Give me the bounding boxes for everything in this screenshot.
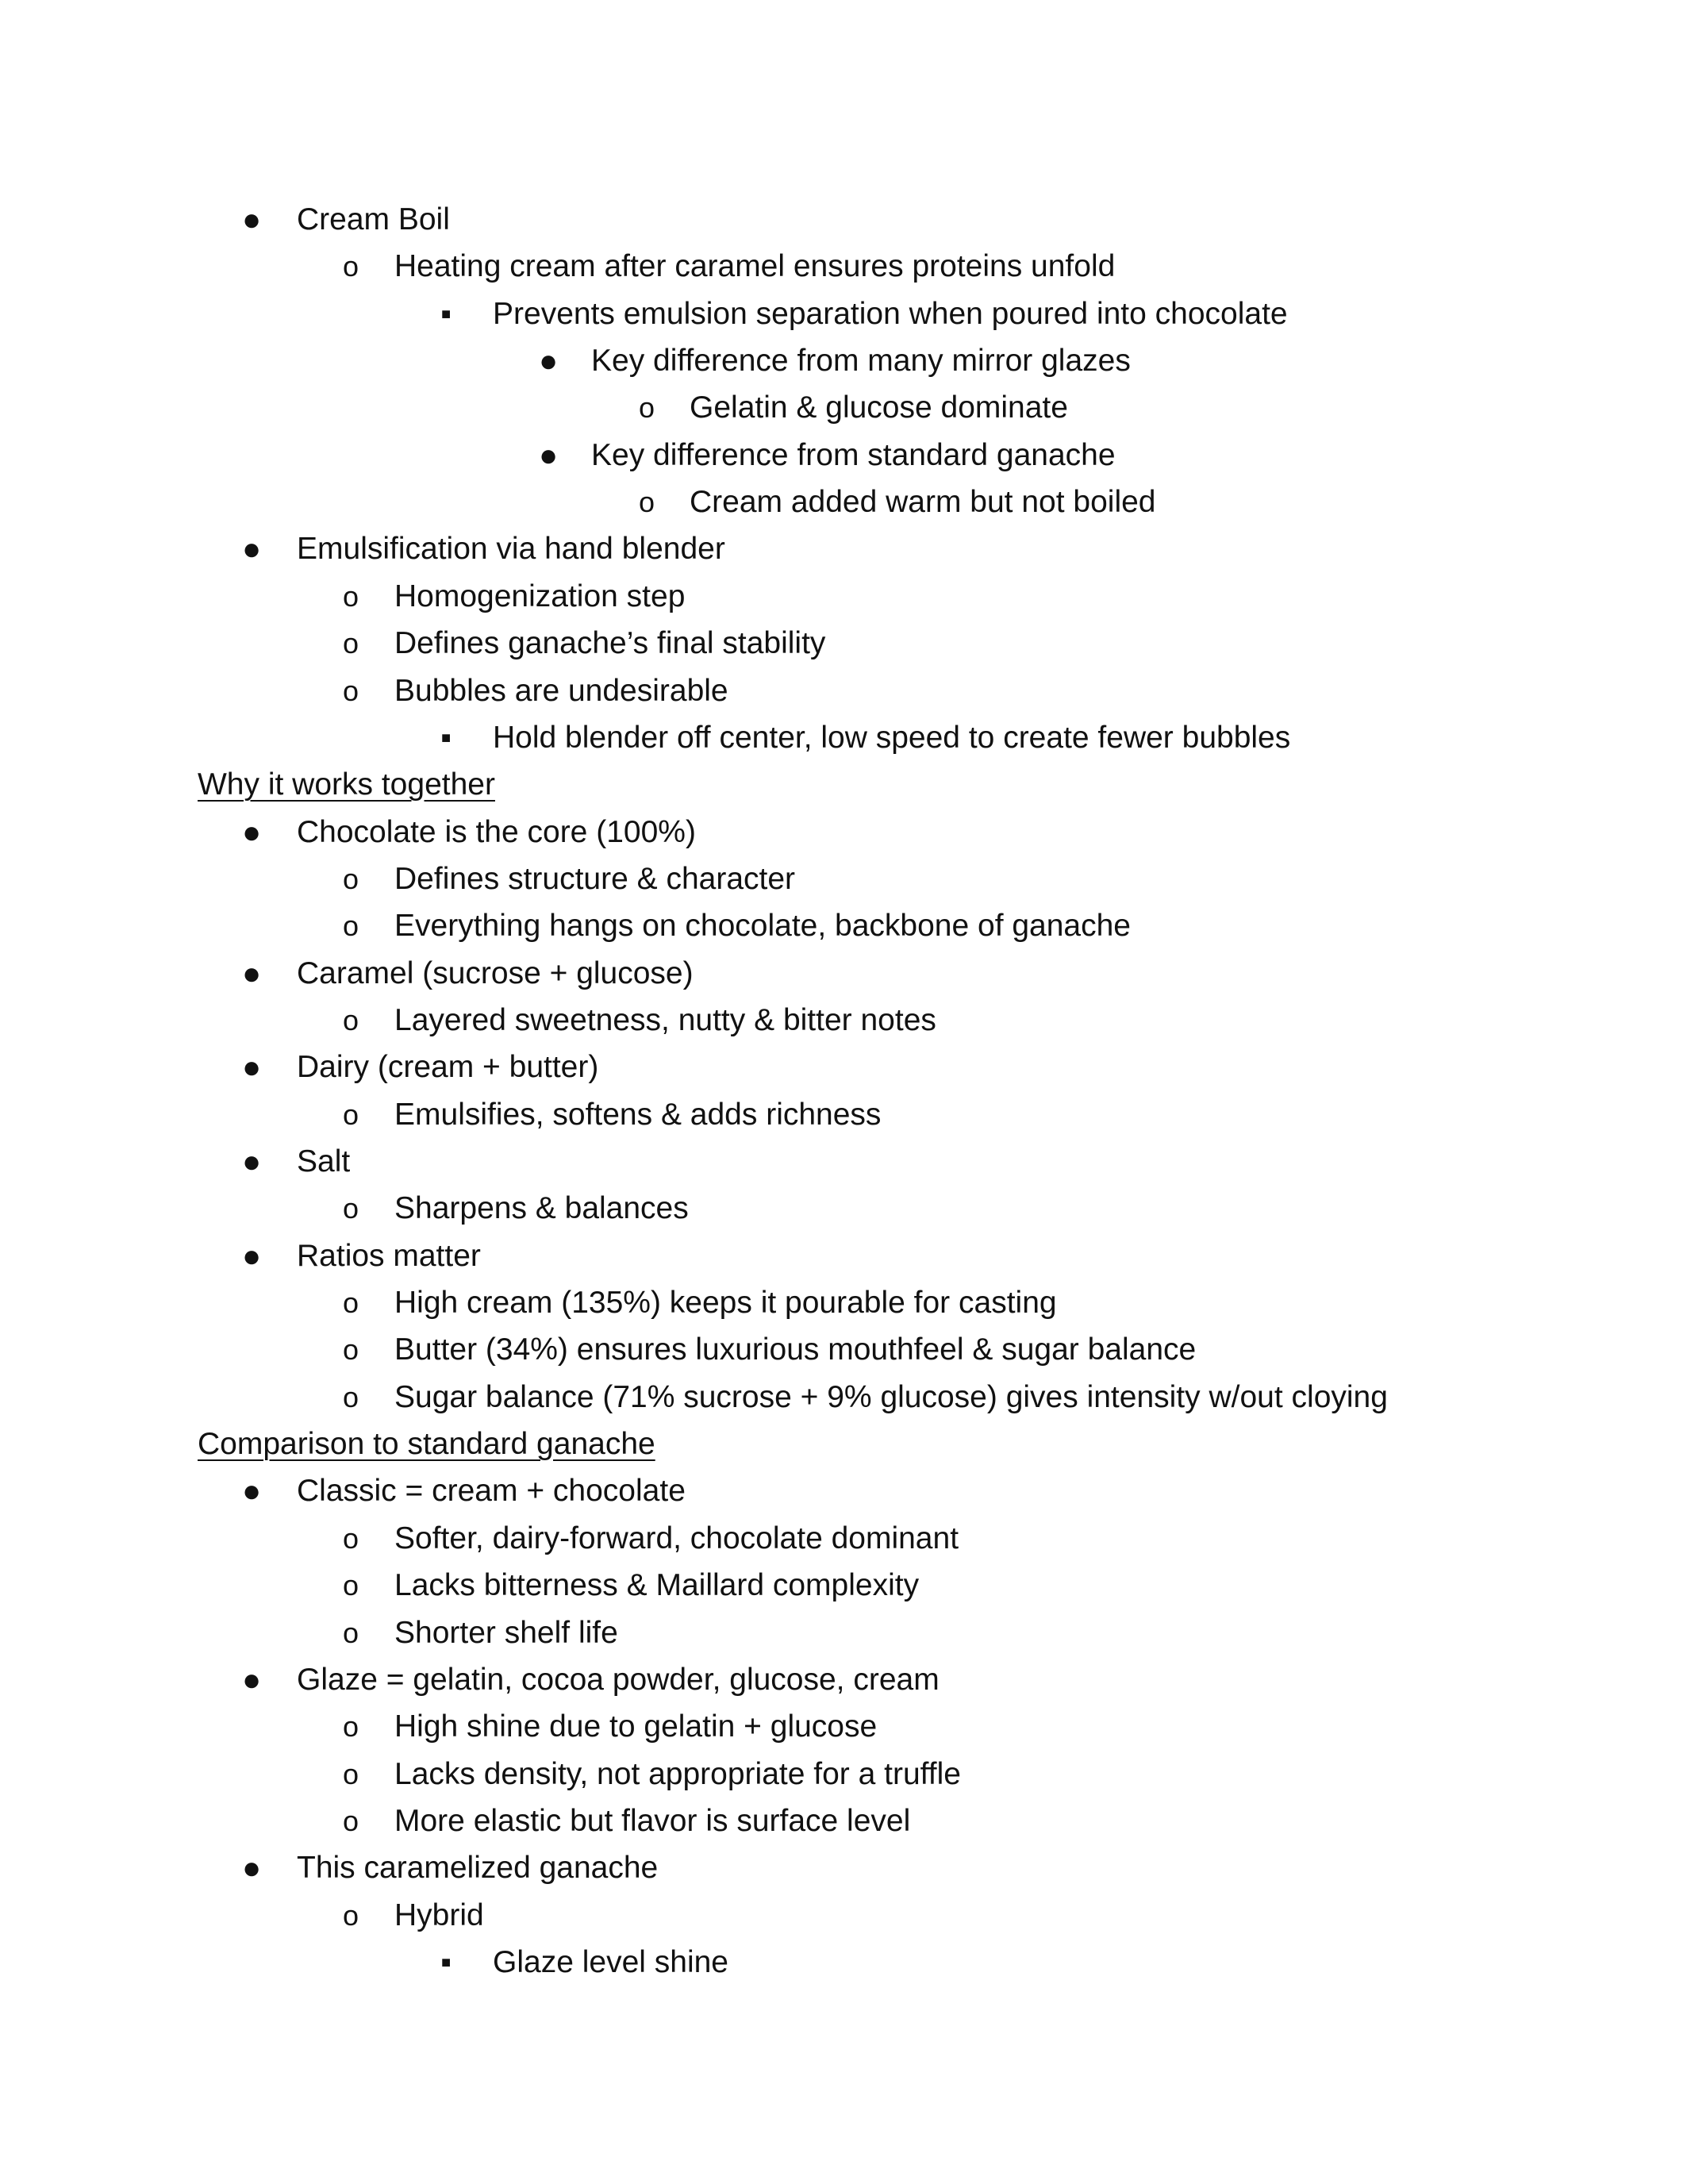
list-item (0, 1892, 1687, 1940)
list-item (0, 1232, 1687, 1280)
bullet-circle-icon: o (343, 1569, 359, 1602)
list-item (0, 1279, 1687, 1327)
list-item (0, 573, 1687, 621)
list-item (0, 1939, 1687, 1986)
bullet-circle-icon: o (343, 1003, 359, 1036)
bullet-disc-icon: ● (242, 956, 262, 991)
list-item-text: This caramelized ganache (297, 1851, 659, 1886)
list-item (0, 1185, 1687, 1232)
list-item-text: Lacks density, not appropriate for a truffle (394, 1756, 961, 1791)
list-item (0, 337, 1687, 385)
list-item (0, 1326, 1687, 1374)
list-item-text: Defines ganache’s final stability (394, 626, 826, 661)
list-item (0, 1515, 1687, 1563)
list-item-text: Everything hangs on chocolate, backbone of ganache (394, 909, 1132, 944)
bullet-circle-icon: o (343, 674, 359, 707)
list-item (0, 290, 1687, 338)
bullet-disc-icon: ● (242, 1238, 262, 1274)
bullet-square-icon: ■ (441, 305, 452, 323)
list-item-text: Glaze = gelatin, cocoa powder, glucose, cream (297, 1662, 940, 1697)
list-item-text: Cream Boil (297, 202, 450, 236)
list-item-text: Softer, dairy-forward, chocolate dominant (394, 1521, 959, 1555)
bullet-disc-icon: ● (539, 437, 559, 473)
bullet-circle-icon: o (343, 627, 359, 660)
bullet-circle-icon: o (639, 486, 655, 519)
bullet-circle-icon: o (343, 1380, 359, 1413)
bullet-circle-icon: o (343, 862, 359, 895)
list-item (0, 525, 1687, 573)
list-item-text: Caramel (sucrose + glucose) (297, 956, 694, 990)
bullet-circle-icon: o (343, 1710, 359, 1744)
list-item (0, 950, 1687, 998)
list-item-text: Prevents emulsion separation when poured into chocolate (493, 296, 1288, 331)
list-item (0, 432, 1687, 479)
bullet-disc-icon: ● (242, 1662, 262, 1698)
list-item-text: Emulsifies, softens & adds richness (394, 1097, 882, 1132)
list-item-text: Dairy (cream + butter) (297, 1050, 599, 1085)
list-item-text: Classic = cream + chocolate (297, 1474, 686, 1509)
list-item-text: Glaze level shine (493, 1944, 728, 1979)
list-item (0, 714, 1687, 762)
bullet-square-icon: ■ (441, 729, 452, 747)
bullet-disc-icon: ● (242, 1144, 262, 1179)
bullet-disc-icon: ● (242, 202, 262, 237)
list-item (0, 1656, 1687, 1704)
list-item-text: Shorter shelf life (394, 1615, 618, 1650)
list-item (0, 997, 1687, 1044)
list-item-text: Homogenization step (394, 579, 686, 613)
list-item (0, 196, 1687, 244)
list-item (0, 384, 1687, 432)
bullet-square-icon: ■ (441, 1953, 452, 1971)
list-item (0, 1798, 1687, 1845)
list-item-text: Heating cream after caramel ensures proteins unfold (394, 249, 1116, 284)
list-item (0, 667, 1687, 715)
bullet-disc-icon: ● (539, 344, 559, 379)
list-item (0, 1703, 1687, 1751)
bullet-circle-icon: o (343, 1192, 359, 1225)
list-item (0, 620, 1687, 667)
bullet-circle-icon: o (343, 1804, 359, 1837)
bullet-circle-icon: o (639, 391, 655, 425)
bullet-circle-icon: o (343, 1757, 359, 1790)
list-item-text: Layered sweetness, nutty & bitter notes (394, 1002, 936, 1037)
bullet-circle-icon: o (343, 909, 359, 943)
list-item (0, 902, 1687, 950)
list-item-text: Ratios matter (297, 1238, 481, 1273)
list-item (0, 1091, 1687, 1139)
bullet-circle-icon: o (343, 1521, 359, 1555)
list-item-text: Salt (297, 1144, 351, 1179)
bullet-circle-icon: o (343, 1286, 359, 1320)
list-item (0, 1844, 1687, 1892)
bullet-circle-icon: o (343, 250, 359, 283)
bullet-circle-icon: o (343, 1898, 359, 1932)
list-item (0, 479, 1687, 526)
list-item-text: Cream added warm but not boiled (690, 485, 1156, 520)
list-item (0, 856, 1687, 903)
section-heading (0, 761, 1687, 809)
list-item-text: Bubbles are undesirable (394, 673, 728, 708)
list-item-text: Gelatin & glucose dominate (690, 390, 1068, 425)
list-item (0, 243, 1687, 290)
section-heading-text: Why it works together (198, 767, 495, 802)
list-item-text: Defines structure & character (394, 861, 796, 896)
list-item (0, 809, 1687, 856)
bullet-circle-icon: o (343, 1098, 359, 1131)
list-item-text: Hybrid (394, 1898, 484, 1932)
list-item-text: Sharpens & balances (394, 1191, 689, 1226)
list-item-text: More elastic but flavor is surface level (394, 1803, 911, 1838)
bullet-disc-icon: ● (242, 1050, 262, 1086)
list-item-text: Key difference from many mirror glazes (591, 344, 1131, 379)
list-item (0, 1751, 1687, 1798)
list-item-text: High cream (135%) keeps it pourable for casting (394, 1286, 1057, 1321)
bullet-circle-icon: o (343, 1333, 359, 1367)
list-item (0, 1138, 1687, 1186)
list-item-text: High shine due to gelatin + glucose (394, 1709, 878, 1744)
list-item-text: Lacks bitterness & Maillard complexity (394, 1568, 920, 1603)
list-item-text: Key difference from standard ganache (591, 437, 1116, 472)
bullet-disc-icon: ● (242, 1474, 262, 1509)
section-heading-text: Comparison to standard ganache (198, 1427, 655, 1462)
bullet-disc-icon: ● (242, 814, 262, 850)
bullet-circle-icon: o (343, 579, 359, 613)
list-item (0, 1374, 1687, 1421)
list-item-text: Emulsification via hand blender (297, 532, 725, 567)
list-item-text: Hold blender off center, low speed to create fewer bubbles (493, 720, 1291, 755)
bullet-disc-icon: ● (242, 532, 262, 567)
list-item (0, 1562, 1687, 1609)
section-heading (0, 1421, 1687, 1468)
bullet-circle-icon: o (343, 1616, 359, 1649)
bullet-disc-icon: ● (242, 1851, 262, 1886)
list-item (0, 1467, 1687, 1515)
list-item-text: Butter (34%) ensures luxurious mouthfeel & sugar balance (394, 1332, 1197, 1367)
list-item-text: Sugar balance (71% sucrose + 9% glucose) gives intensity w/out cloying (394, 1379, 1388, 1414)
list-item-text: Chocolate is the core (100%) (297, 814, 696, 849)
list-item (0, 1044, 1687, 1091)
list-item (0, 1609, 1687, 1657)
